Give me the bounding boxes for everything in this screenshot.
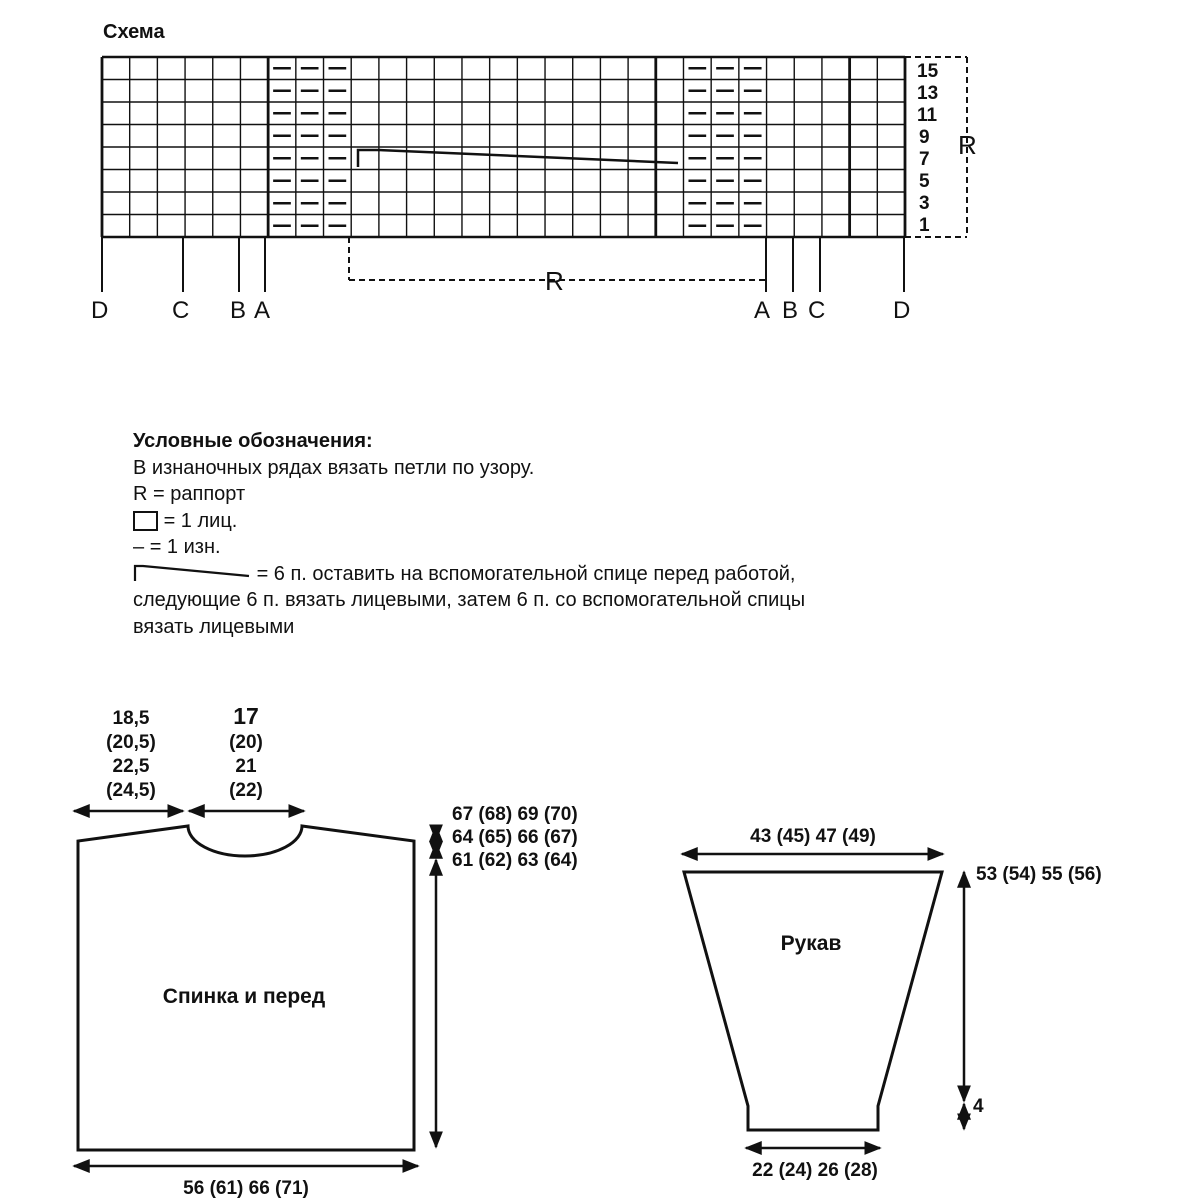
- row-number: 3: [919, 193, 930, 214]
- marker-right-a: A: [754, 297, 771, 324]
- legend-repeat: R = раппорт: [133, 483, 246, 505]
- row-numbers: [917, 61, 939, 236]
- shoulder-dimensions: [106, 708, 156, 801]
- horizontal-repeat-label: R: [545, 266, 564, 296]
- sleeve-label: Рукав: [780, 932, 842, 955]
- shoulder-dim-3: 22,5: [112, 756, 150, 777]
- scheme-title: Схема: [103, 21, 165, 43]
- marker-left-c: C: [172, 297, 190, 324]
- sleeve-top-dim: 43 (45) 47 (49): [750, 826, 876, 847]
- cable-legend-icon: [133, 562, 251, 582]
- legend-cable-row: [133, 561, 805, 588]
- marker-right-b: B: [782, 297, 799, 324]
- marker-right-c: C: [808, 297, 826, 324]
- neck-dim-2: (20): [229, 732, 263, 753]
- legend: [133, 428, 805, 640]
- armhole-dim: 61 (62) 63 (64): [452, 850, 578, 871]
- neck-dim-1: 17: [233, 703, 259, 729]
- shoulder-dim-1: 18,5: [112, 708, 150, 729]
- purl-dash-icon: –: [133, 536, 145, 558]
- neck-dimensions: [229, 703, 263, 801]
- marker-left-b: B: [230, 297, 247, 324]
- cuff-height-dim: 4: [973, 1096, 984, 1117]
- shoulder-dim-2: (20,5): [106, 732, 156, 753]
- legend-cable-3: вязать лицевыми: [133, 615, 295, 638]
- row-number: 15: [917, 61, 939, 82]
- legend-heading: Условные обозначения:: [133, 430, 373, 452]
- marker-left-d: D: [91, 297, 109, 324]
- body-width-dim: 56 (61) 66 (71): [183, 1178, 309, 1199]
- legend-purl-row: [133, 534, 805, 561]
- row-number: 11: [917, 105, 938, 126]
- stitch-grid: [102, 57, 905, 237]
- sleeve-length-dim: 53 (54) 55 (56): [976, 864, 1102, 885]
- row-number: 9: [919, 127, 930, 148]
- legend-cable-2: следующие 6 п. вязать лицевыми, затем 6 п. со вспомогательной спицы: [133, 589, 806, 611]
- total-length-dim: 67 (68) 69 (70): [452, 804, 578, 825]
- neck-dim-3: 21: [235, 756, 257, 777]
- sleeve-outline: [684, 872, 942, 1130]
- legend-wrong-side-note: В изнаночных рядах вязать петли по узору.: [133, 456, 535, 479]
- row-number: 5: [919, 171, 930, 192]
- neck-depth-dim: 64 (65) 66 (67): [452, 827, 578, 848]
- marker-lines: [102, 237, 904, 292]
- shoulder-dim-4: (24,5): [106, 780, 156, 801]
- row-number: 7: [919, 149, 930, 170]
- marker-right-d: D: [893, 297, 911, 324]
- marker-left-a: A: [254, 297, 271, 324]
- sleeve-bottom-dim: 22 (24) 26 (28): [752, 1160, 878, 1181]
- row-number: 1: [919, 215, 930, 236]
- vertical-repeat-label: R: [958, 130, 977, 160]
- neck-dim-4: (22): [229, 780, 263, 801]
- marker-labels: [91, 297, 910, 324]
- knit-square-icon: [133, 511, 158, 531]
- legend-purl: = 1 изн.: [149, 536, 221, 558]
- legend-cable-1: = 6 п. оставить на вспомогательной спице перед работой,: [256, 562, 796, 585]
- legend-knit-row: [133, 508, 805, 535]
- legend-knit: = 1 лиц.: [163, 509, 238, 532]
- row-number: 13: [917, 83, 939, 104]
- body-label: Спинка и перед: [162, 985, 326, 1008]
